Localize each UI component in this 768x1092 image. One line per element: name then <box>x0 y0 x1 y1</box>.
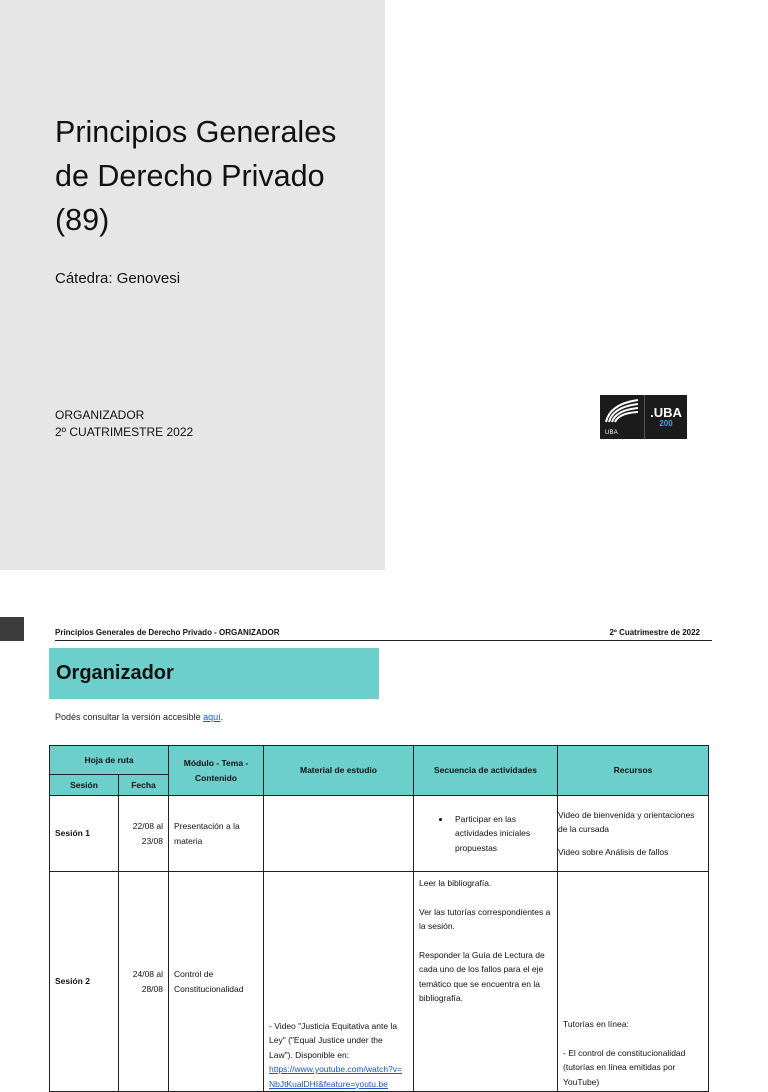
table-row <box>50 796 709 872</box>
intro-text <box>55 712 223 722</box>
uba-logo-number: 200 <box>659 418 673 428</box>
uba-logo-mark-icon <box>600 395 645 439</box>
uba-logo-word <box>645 395 687 439</box>
section-title: Organizador <box>49 648 379 699</box>
activity-item: • Participar en las actividades iniciales propuestas <box>451 812 552 856</box>
cover-title-line: (89) <box>55 203 110 237</box>
page-header <box>55 628 712 641</box>
header-material: Material de estudio <box>264 746 414 796</box>
activity-item: Ver las tutorías correspondientes a la sesión. <box>419 906 551 931</box>
cover-meta-label: ORGANIZADOR <box>55 408 145 422</box>
header-sesion: Sesión <box>50 775 119 796</box>
resources-cell <box>558 796 709 872</box>
header-recursos: Recursos <box>558 746 709 796</box>
video-link[interactable]: https://www.youtube.com/watch?v=NbJtKualDHI&feature=youtu.be <box>269 1064 402 1089</box>
page-marker <box>0 617 24 641</box>
header-fecha: Fecha <box>119 775 169 796</box>
header-secuencia: Secuencia de actividades <box>414 746 558 796</box>
cover-panel <box>0 0 385 570</box>
cover-title <box>55 110 375 242</box>
resource-item: - El control de constitucionalidad (tutorías en línea emitidas por YouTube) <box>563 1047 686 1087</box>
intro-label: Podés consultar la versión accesible <box>55 712 204 722</box>
resource-item: Tutorías en línea: <box>563 1019 629 1029</box>
session-cell: Sesión 1 <box>50 796 119 872</box>
material-text: - Video "Justicia Equitativa ante la Ley" ("Equal Justice under the Law"). Disponible en: <box>269 1020 398 1060</box>
organizer-table <box>49 745 709 1092</box>
header-hoja-de-ruta: Hoja de ruta <box>50 746 169 775</box>
uba-200-logo <box>600 395 687 439</box>
cover-subtitle: Cátedra: Genovesi <box>55 270 181 287</box>
uba-logo-mark-text: UBA <box>605 430 618 436</box>
header-modulo: Módulo - Tema - Contenido <box>169 746 264 796</box>
date-cell: 22/08 al 23/08 <box>119 796 169 872</box>
table-row <box>50 872 709 1092</box>
cover-title-line: de Derecho Privado <box>55 159 325 193</box>
date-cell: 24/08 al 28/08 <box>119 872 169 1092</box>
activities-cell <box>414 796 558 872</box>
cover-meta-term: 2º CUATRIMESTRE 2022 <box>55 425 194 439</box>
activity-item: Responder la Guía de Lectura de cada uno de los fallos para el eje temático que se encuentra en la bibliografía. <box>419 949 545 1003</box>
resource-item: Video sobre Análisis de fallos <box>558 846 669 857</box>
resources-cell <box>558 872 709 1092</box>
accessible-version-link[interactable]: aquí <box>203 712 221 722</box>
cover-meta <box>55 407 193 441</box>
module-cell: Control de Constitucionalidad <box>169 872 264 1092</box>
cover-title-line: Principios Generales <box>55 115 337 149</box>
page-header-title: Principios Generales de Derecho Privado - ORGANIZADOR <box>55 628 280 637</box>
page-header-term: 2º Cuatrimestre de 2022 <box>609 628 700 637</box>
resource-item: Video de bienvenida y orientaciones de la cursada <box>558 809 695 835</box>
activity-item: Leer la bibliografía. <box>419 878 492 888</box>
module-cell: Presentación a la materia <box>169 796 264 872</box>
intro-end: . <box>220 712 224 722</box>
uba-logo-name: .UBA <box>650 404 682 420</box>
session-cell: Sesión 2 <box>50 872 119 1092</box>
activities-cell <box>414 872 558 1092</box>
material-cell <box>264 872 414 1092</box>
material-cell <box>264 796 414 872</box>
